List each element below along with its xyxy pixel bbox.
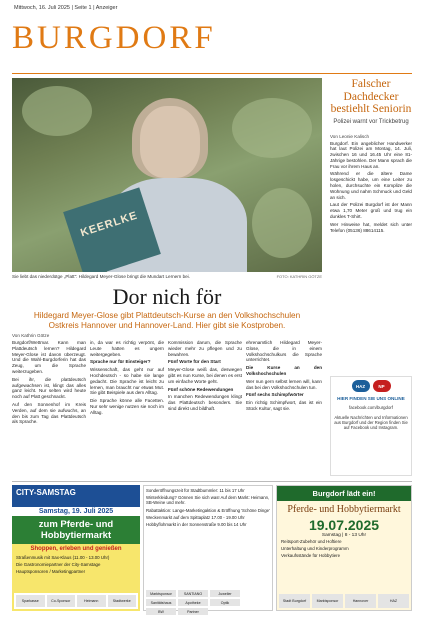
program-item: Winterkleidung? Gönnen Sie sich was! Auf dem Markt: Heimann, SB-Weine und mehr. xyxy=(146,495,270,506)
main-deck: Hildegard Meyer-Glose gibt Plattdeutsch-Kurse an den Volkshochschulen Ostkreis Hannover und Hannover-Land. Hier gibt sie Kostproben. xyxy=(33,311,301,330)
article-subhead: Fünf Worte für den Start xyxy=(168,359,221,365)
article-paragraph: Wissenschaft, das geht nur auf Hochdeutsch - so habe sie lange gedacht. Die Sprache ist leicht zu lernen, man braucht nur etwas Mut. Sie gibt Beispiele aus dem Alltag. xyxy=(90,367,164,396)
article-paragraph: Bei ihr, die plattdeutsch aufgewachsen ist, klingt das alles ganz leicht. Nur selten wird heute noch auf Platt geschnackt. xyxy=(12,376,86,400)
article-subhead: Fünf schöne Redewendungen xyxy=(168,386,234,392)
article-paragraph: Burgdorf/Wettmar. Kann man Plattdeutsch lernen? Hildegard Meyer-Glose ist davon überzeugt. Und die Wahl-Burgdorferin hat das Zeug, um die Sprache weiterzugeben. xyxy=(12,340,86,374)
ad-row: Straßenmusik mit Sax-Klaus (11.00 - 13.00 Uhr) xyxy=(16,555,110,560)
side-paragraph: Wer Hinweise hat, meldet sich unter Telefon (05136) 88614115. xyxy=(330,221,412,233)
np-logo[interactable]: NP xyxy=(373,380,391,392)
sponsor-logo: Co-Sponsor xyxy=(47,595,76,607)
ad-row: Die Gastronomiepartner der City-Samstage xyxy=(16,562,101,567)
person-face xyxy=(140,106,200,178)
side-paragraph: Laut der Polizei Burgdorf ist der Mann etwa 1,70 Meter groß und trug ein dunkles T-Shirt. xyxy=(330,202,412,220)
sponsor-logo: Heimann xyxy=(77,595,106,607)
article-paragraph: Kommission darum, die Sprache wieder mehr zu pflegen und zu bewahren. xyxy=(168,340,242,357)
ad-subline: Shoppen, erleben und genießen xyxy=(30,546,122,552)
sponsor-logo: Sparkasse xyxy=(16,595,45,607)
sponsor-logo: Optik xyxy=(210,599,240,606)
sponsor-logo: HAZ xyxy=(378,594,409,608)
dateline: Mittwoch, 16. Juli 2025 | Seite 1 | Anzeiger xyxy=(14,5,118,11)
promo-text: Aktuelle Nachrichten und Informationen aus Burgdorf und der Region finden Sie auf Facebook und Instagram. xyxy=(334,415,408,430)
program-item: Sonderöffnungszeit für Stadtbummler: 11 bis 17 Uhr xyxy=(146,488,245,493)
program-item: Hobbyflohmarkt in der Sonnenstraße 9.00 bis 14 Uhr xyxy=(146,522,247,528)
ad-headline: zum Pferde- und Hobbytiermarkt xyxy=(12,516,140,544)
sponsor-logo: Partner xyxy=(178,608,208,615)
caption-text: Sie liebt das niederdütge „Platt“: Hildegard Meyer-Glose bringt die Mundart Lernern bei. xyxy=(12,274,190,279)
ad-title: CITY-SAMSTAG xyxy=(12,485,140,507)
ad-feature: Reitsport-Zubehör und Hoftiere xyxy=(281,539,342,544)
ad-feature: Unterhaltung und Kinderprogramm xyxy=(281,546,349,551)
side-body xyxy=(330,141,412,234)
ad-banner: Burgdorf lädt ein! xyxy=(277,486,411,501)
article-column-4 xyxy=(246,340,322,414)
article-paragraph: In manchen Redewendungen klingt das Plattdeutsch besonders. Sie sind direkt und bildhaft. xyxy=(168,394,242,411)
side-article xyxy=(330,78,412,235)
sponsor-logo: Juwelier xyxy=(210,590,240,597)
city-samstag-ad[interactable] xyxy=(12,485,140,611)
sponsor-logo: Stadtwerke xyxy=(108,595,137,607)
ad-sponsor-logos xyxy=(146,590,270,614)
promo-facebook-link[interactable]: facebook.com/burgdorf xyxy=(349,405,393,410)
ad-feature: Verkaufsstände für Hobbytiere xyxy=(281,553,341,558)
ad-title: Pferde- und Hobbytiermarkt xyxy=(287,504,401,515)
sponsor-logo: Marktsponsor xyxy=(146,590,176,597)
sponsor-logo: Marktsponsor xyxy=(312,594,343,608)
foliage xyxy=(22,86,92,136)
side-deck: Polizei warnt vor Trickbetrug xyxy=(333,118,409,125)
program-item: Rabattaktion: Lange-Marketingaktion & Eröffnung 'Schöne Dinge' xyxy=(146,507,270,513)
program-item: Weckenmarkt auf dem Spittaplatz 17.00 - 19.00 Uhr xyxy=(146,514,245,520)
masthead: BURGDORF xyxy=(12,20,216,56)
sponsor-logo: Hannover xyxy=(345,594,376,608)
article-paragraph: Auf den Sonnenhof im Kreis Verden, auf dem sie aufwuchs, an den bis zum Tag das Plattdeutsch als Sprache. xyxy=(12,401,86,425)
ad-sponsor-logos xyxy=(279,594,409,608)
promo-logos xyxy=(334,380,408,392)
masthead-rule xyxy=(12,73,412,74)
sponsor-logo: Apotheke xyxy=(178,599,208,606)
side-headline: Falscher Dachdecker bestiehlt Seniorin xyxy=(330,78,412,115)
article-subhead: Die Kurse an den Volkshochschulen xyxy=(246,365,322,376)
main-headline: Dor nich för xyxy=(112,284,222,309)
ad-time: Samstag | 8 - 13 Uhr xyxy=(321,533,367,538)
online-promo xyxy=(330,376,412,476)
lead-photo xyxy=(12,78,322,272)
article-paragraph: Meyer-Glose weiß das, deswegen gibt es nun Kurse, bei denen es erst um einfache Worte geht. xyxy=(168,367,242,384)
book-cover: KEERLKE xyxy=(63,187,161,272)
ad-row: Hauptsponsoren / Marketingpartner xyxy=(16,569,86,574)
ad-sponsor-logos xyxy=(14,593,138,609)
ad-date: Samstag, 19. Juli 2025 xyxy=(12,507,140,516)
article-paragraph: Ein richtig Schimpfwort, das ist ein Stück Kultur, sagt sie. xyxy=(246,400,322,411)
article-paragraph: Wer nun gern selbst lernen will, kann das bei den Volkshochschulen tun. xyxy=(246,378,322,390)
pferdemarkt-ad[interactable] xyxy=(276,485,412,611)
article-paragraph: in, da war es richtig verpönt, die Leute hatten es ungern weitergegeben. xyxy=(90,340,164,357)
sponsor-logo: BW xyxy=(146,608,176,615)
ad-date: 19.07.2025 xyxy=(308,517,380,533)
main-byline: Von Kathrin Götze xyxy=(12,333,50,338)
photo-credit: FOTO: KATHRIN GÖTZE xyxy=(276,274,322,279)
side-byline: Von Leonie Kalisch xyxy=(330,133,370,139)
foliage xyxy=(252,188,312,258)
article-column-1 xyxy=(12,340,86,427)
article-column-2 xyxy=(90,340,164,418)
side-paragraph: Burgdorf. Ein angeblicher Handwerker hat laut Polizei am Montag, 14. Juli, zwischen 16 und 16.45 Uhr eine 81-Jährige bestohlen. Der Mann sprach die Frau vor ihrem Haus an. xyxy=(330,140,412,169)
article-subhead: Fünf sechs Schimpfwörter xyxy=(246,392,304,398)
article-subhead: Sprache nur für Einsteiger? xyxy=(90,359,151,365)
sponsor-logo: Sanitätshaus xyxy=(146,599,176,606)
promo-find-online: HIER FINDEN SIE UNS ONLINE xyxy=(337,396,405,401)
event-program-ad[interactable] xyxy=(143,485,273,614)
sponsor-logo: Stadt Burgdorf xyxy=(279,594,310,608)
side-paragraph: Während er die ältere Dame losgeschickt habe, um eine Leiter zu holen, durchsuchte ein Komplize die Wohnung und nahm Schmuck und Geld an sich. xyxy=(330,171,412,200)
photo-caption xyxy=(12,274,322,279)
sponsor-logo: SANTIANO xyxy=(178,590,208,597)
article-paragraph: Die Sprache könne alle Facetten. Nur sehr wenige nutzen sie noch im Alltag. xyxy=(90,398,164,415)
article-paragraph: ehrenamtlich Hildegard Meyer-Glose, die in einem Volkshochschulkurs die Sprache unterrichtet. xyxy=(246,340,322,363)
ad-divider xyxy=(12,481,412,482)
haz-logo[interactable]: HAZ xyxy=(352,380,370,392)
article-column-3 xyxy=(168,340,242,414)
foliage xyxy=(232,98,312,158)
